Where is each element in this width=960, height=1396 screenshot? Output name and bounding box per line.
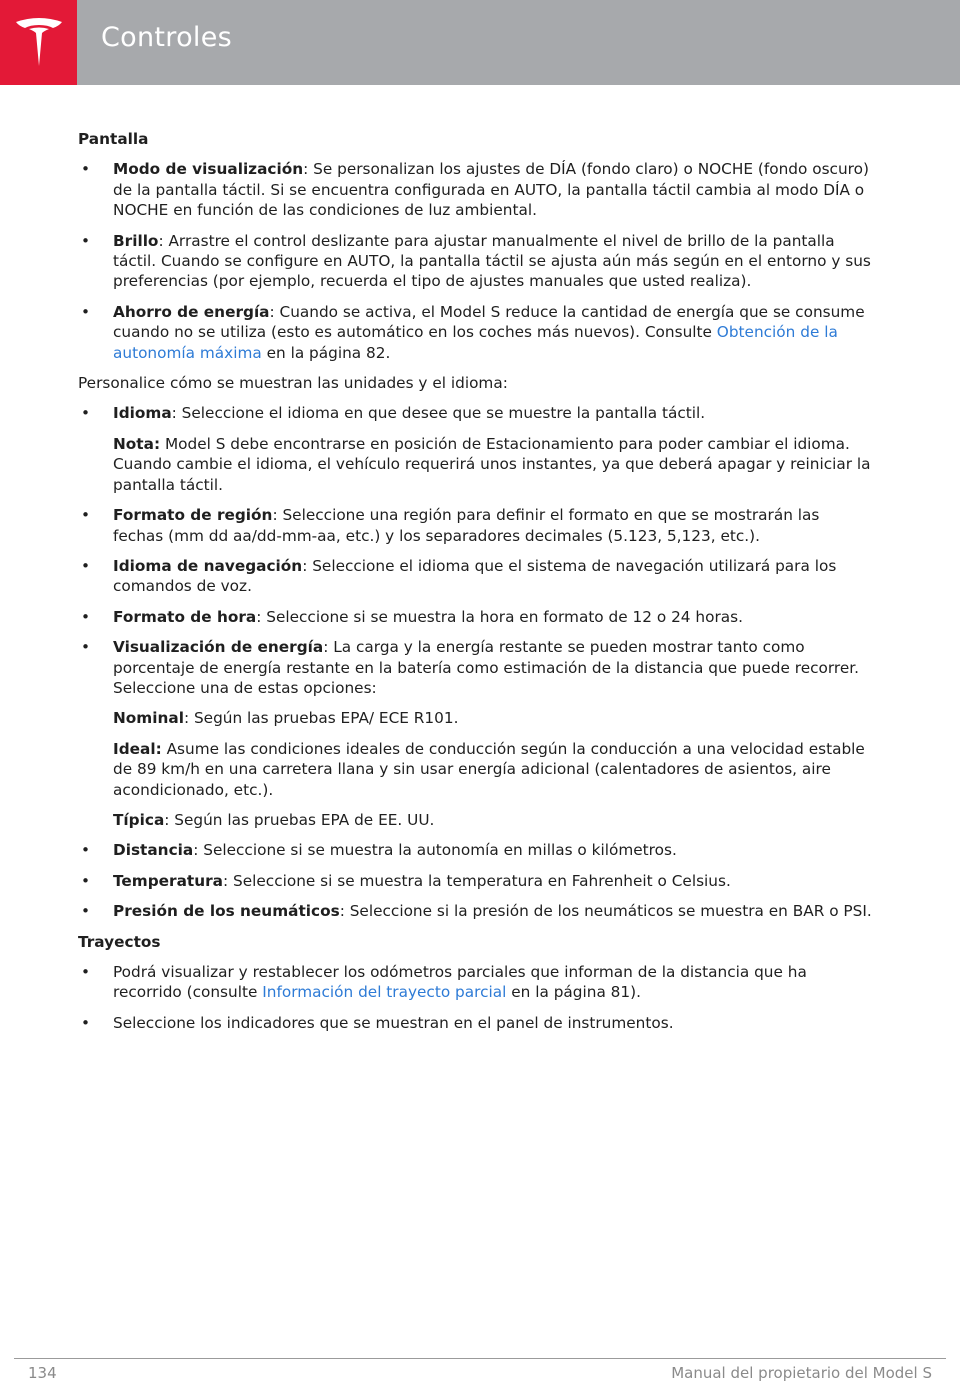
- option-tipica: [78, 810, 874, 830]
- units-list: [78, 403, 874, 423]
- page-title: Controles: [101, 22, 232, 53]
- note-text: Model S debe encontrarse en posición de Estacionamiento para poder cambiar el idioma. Cuando cambie el idioma, el vehículo requerirá unos instantes, ya que deberá apagar y reiniciar la pantalla táctil.: [113, 434, 871, 494]
- item-term: Ahorro de energía: [113, 302, 270, 321]
- content: [78, 129, 874, 1043]
- item-term: Distancia: [113, 841, 194, 860]
- item-term: Temperatura: [113, 871, 223, 890]
- link-trayecto-parcial[interactable]: Información del trayecto parcial: [262, 983, 507, 1002]
- item-term: Presión de los neumáticos: [113, 902, 340, 921]
- item-text-after: en la página 82.: [261, 343, 391, 362]
- item-term: Modo de visualización: [113, 160, 304, 179]
- units-list-2: [78, 505, 874, 698]
- section-heading-trayectos: Trayectos: [78, 932, 161, 951]
- item-text: : Cuando se activa, el Model S reduce la cantidad de energía que se consume cuando no se utiliza (esto es automático en los coches más nuevos). Consulte: [113, 302, 865, 342]
- item-text: : Seleccione si se muestra la hora en formato de 12 o 24 horas.: [256, 607, 743, 626]
- item-term: Visualización de energía: [113, 638, 324, 657]
- item-text: : Seleccione si la presión de los neumáticos se muestra en BAR o PSI.: [339, 902, 872, 921]
- option-text: Asume las condiciones ideales de conducción según la conducción a una velocidad estable de 89 km/h en una carretera llana y sin usar energía adicional (calentadores de asientos, aire acondicionado, etc.).: [113, 739, 865, 799]
- item-text: : Seleccione una región para definir el formato en que se mostrarán las fechas (mm dd aa/dd-mm-aa, etc.) y los separadores decimales (5.123, 5,123, etc.).: [113, 506, 820, 545]
- list-item: [78, 302, 874, 363]
- item-text: : Seleccione si se muestra la autonomía en millas o kilómetros.: [193, 841, 677, 860]
- item-term: Idioma: [113, 404, 172, 423]
- item-term: Brillo: [113, 231, 159, 250]
- list-item: [78, 556, 874, 597]
- list-item: [78, 231, 874, 292]
- list-item: [78, 901, 874, 921]
- item-text-after: en la página 81).: [506, 983, 641, 1002]
- header-bar: [0, 0, 960, 85]
- item-text: : Seleccione el idioma que el sistema de navegación utilizará para los comandos de voz.: [113, 556, 837, 596]
- section-heading-pantalla: Pantalla: [78, 130, 149, 148]
- list-item: [78, 403, 874, 423]
- note-label: Nota:: [113, 434, 161, 453]
- list-item: [78, 607, 874, 627]
- trayectos-list: [78, 962, 874, 1033]
- item-text: : Seleccione el idioma en que desee que se muestre la pantalla táctil.: [171, 404, 706, 423]
- link-autonomia-maxima[interactable]: Obtención de la autonomía máxima: [113, 323, 838, 362]
- option-text: : Según las pruebas EPA de EE. UU.: [164, 810, 435, 829]
- logo-box: [0, 0, 77, 85]
- units-intro: Personalice cómo se muestran las unidades y el idioma:: [78, 374, 508, 393]
- item-term: Idioma de navegación: [113, 556, 303, 575]
- item-term: Formato de hora: [113, 607, 257, 626]
- list-item: [78, 505, 874, 546]
- option-nominal: [78, 708, 874, 728]
- option-term: Ideal:: [113, 739, 162, 758]
- pantalla-list: [78, 159, 874, 363]
- list-item: [78, 637, 874, 698]
- option-term: Típica: [113, 810, 165, 829]
- list-item: [78, 962, 874, 1003]
- option-text: : Según las pruebas EPA/ ECE R101.: [183, 709, 459, 728]
- item-text: Podrá visualizar y restablecer los odómetros parciales que informan de la distancia que ha recorrido (consulte: [113, 963, 807, 1002]
- list-item: [78, 840, 874, 860]
- list-item: [78, 871, 874, 891]
- list-item: [78, 1013, 874, 1033]
- units-list-3: [78, 840, 874, 921]
- tesla-logo-icon: [14, 16, 64, 68]
- manual-title: Manual del propietario del Model S: [671, 1364, 932, 1382]
- item-text: : Arrastre el control deslizante para ajustar manualmente el nivel de brillo de la pantalla táctil. Cuando se configure en AUTO, la pantalla táctil se ajusta aún más según en el entorno y sus preferencias (por ejemplo, recuerda el tipo de ajustes manuales que usted realiza).: [113, 231, 871, 291]
- option-ideal: [78, 739, 874, 800]
- item-text: : Se personalizan los ajustes de DÍA (fondo claro) o NOCHE (fondo oscuro) de la pantalla táctil. Si se encuentra configurada en AUTO, la pantalla táctil cambia al modo DÍA o NOCHE en función de las condiciones de luz ambiental.: [113, 160, 869, 220]
- page-number: 134: [28, 1364, 57, 1382]
- footer-divider: [14, 1358, 946, 1359]
- item-text: Seleccione los indicadores que se muestran en el panel de instrumentos.: [113, 1013, 674, 1032]
- item-text: : Seleccione si se muestra la temperatura en Fahrenheit o Celsius.: [222, 871, 731, 890]
- note: [78, 434, 874, 495]
- list-item: [78, 159, 874, 220]
- item-text: : La carga y la energía restante se pueden mostrar tanto como porcentaje de energía restante en la batería como estimación de la distancia que puede recorrer. Seleccione una de estas opciones:: [113, 638, 860, 697]
- item-term: Formato de región: [113, 506, 273, 525]
- option-term: Nominal: [113, 709, 184, 728]
